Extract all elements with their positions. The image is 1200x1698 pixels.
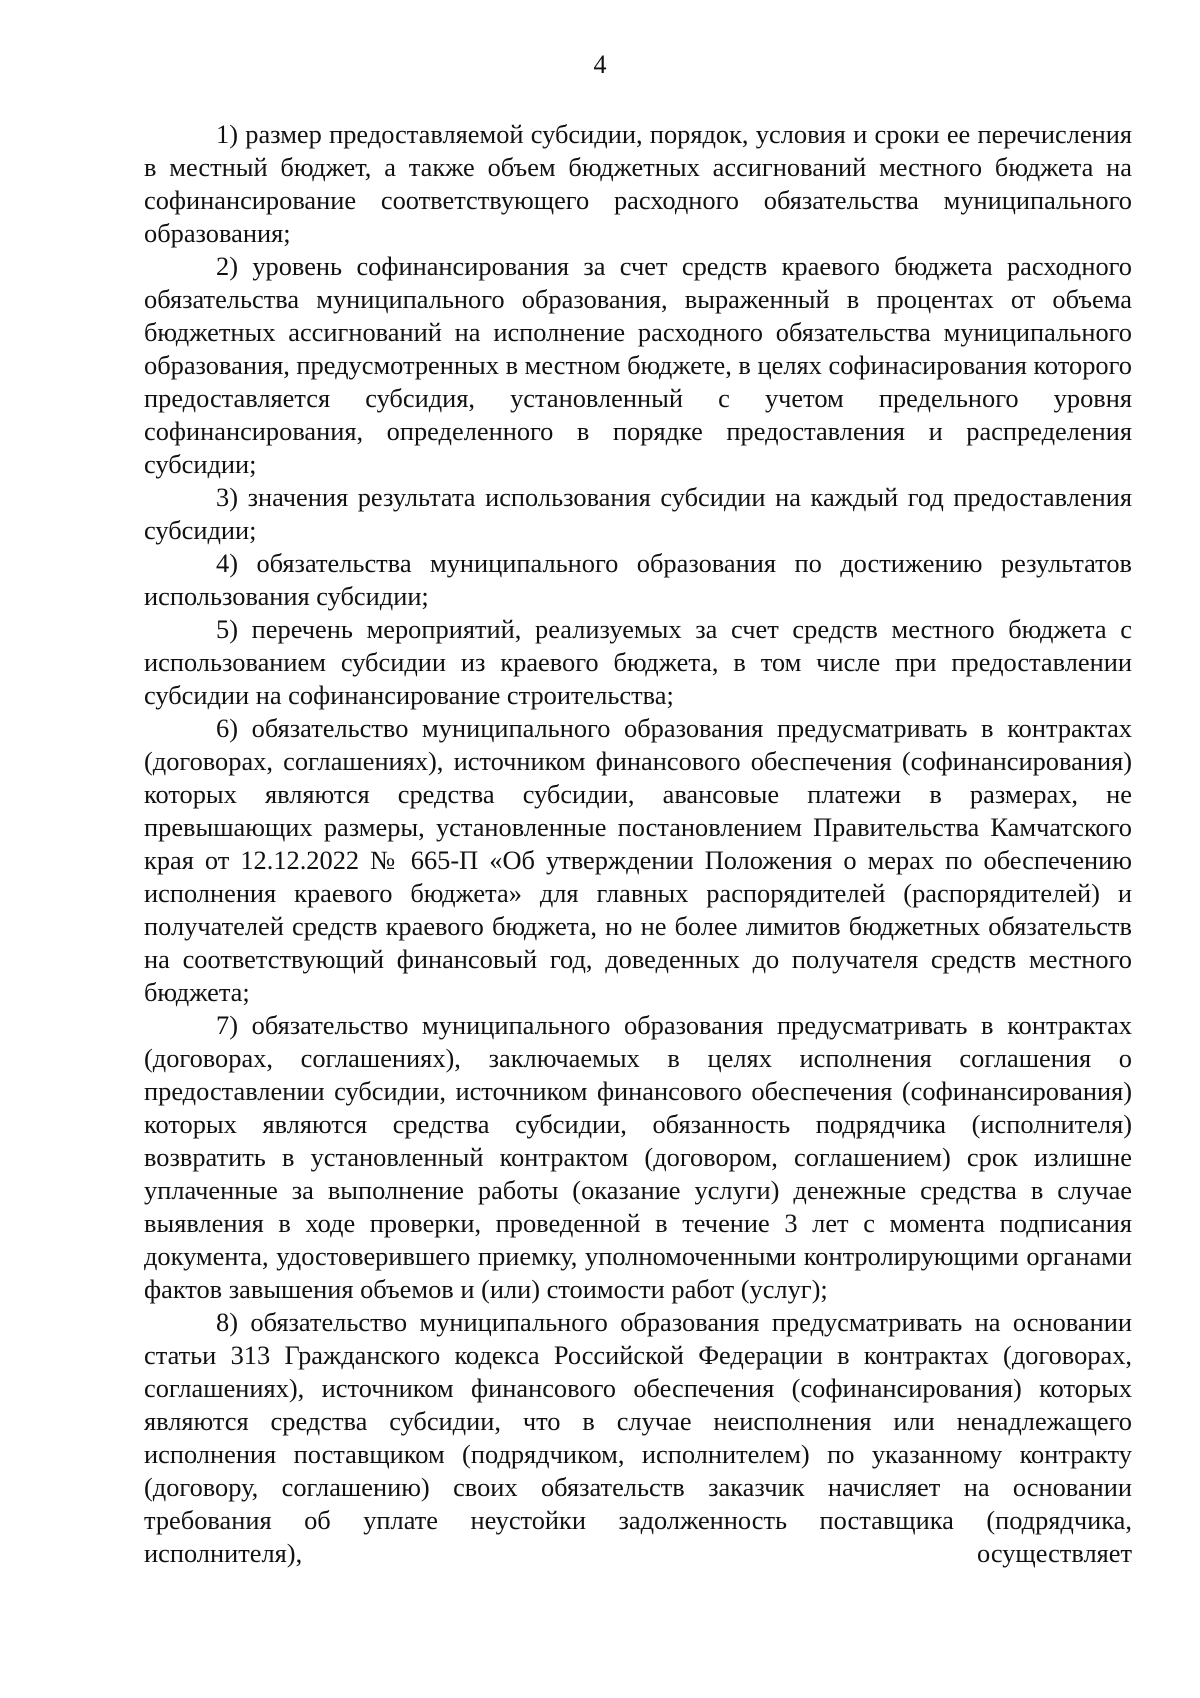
list-item-2: 2) уровень софинансирования за счет средств краевого бюджета расходного обязательства муниципального образования, выраженный в процентах от объема бюджетных ассигнований на исполнение расходного обязательства муниципального образования, предусмотренных в местном бюджете, в целях софинасирования которого предоставляется субсидия, установленный с учетом предельного уровня софинансирования, определенного в порядке предоставления и распределения субсидии; — [144, 251, 1132, 479]
list-item-3: 3) значения результата использования субсидии на каждый год предоставления субсидии; — [144, 482, 1132, 545]
list-item-1: 1) размер предоставляемой субсидии, порядок, условия и сроки ее перечисления в местный бюджет, а также объем бюджетных ассигнований местного бюджета на софинансирование соответствующего расходного обязательства муниципального образования; — [144, 119, 1132, 248]
list-item-7: 7) обязательство муниципального образования предусматривать в контрактах (договорах, соглашениях), заключаемых в целях исполнения соглашения о предоставлении субсидии, источником финансового обеспечения (софинансирования) которых являются средства субсидии, обязанность подрядчика (исполнителя) возвратить в установленный контрактом (договором, соглашением) срок излишне уплаченные за выполнение работы (оказание услуги) денежные средства в случае выявления в ходе проверки, проведенной в течение 3 лет с момента подписания документа, удостоверившего приемку, уполномоченными контролирующими органами фактов завышения объемов и (или) стоимости работ (услуг); — [144, 1010, 1132, 1304]
list-item-5: 5) перечень мероприятий, реализуемых за счет средств местного бюджета с использованием субсидии из краевого бюджета, в том числе при предоставлении субсидии на софинансирование строительства; — [144, 614, 1132, 710]
list-item-6: 6) обязательство муниципального образования предусматривать в контрактах (договорах, соглашениях), источником финансового обеспечения (софинансирования) которых являются средства субсидии, авансовые платежи в размерах, не превышающих размеры, установленные постановлением Правительства Камчатского края от 12.12.2022 № 665-П «Об утверждении Положения о мерах по обеспечению исполнения краевого бюджета» для главных распорядителей (распорядителей) и получателей средств краевого бюджета, но не более лимитов бюджетных обязательств на соответствующий финансовый год, доведенных до получателя средств местного бюджета; — [144, 713, 1132, 1007]
list-item-4: 4) обязательства муниципального образования по достижению результатов использования субсидии; — [144, 548, 1132, 611]
document-body — [144, 118, 1132, 1570]
page-number: 4 — [593, 50, 607, 79]
list-item-8: 8) обязательство муниципального образования предусматривать на основании статьи 313 Гражданского кодекса Российской Федерации в контрактах (договорах, соглашениях), источником финансового обеспечения (софинансирования) которых являются средства субсидии, что в случае неисполнения или ненадлежащего исполнения поставщиком (подрядчиком, исполнителем) по указанному контракту (договору, соглашению) своих обязательств заказчик начисляет на основании требования об уплате неустойки задолженность поставщика (подрядчика, исполнителя), осуществляет — [144, 1307, 1132, 1568]
